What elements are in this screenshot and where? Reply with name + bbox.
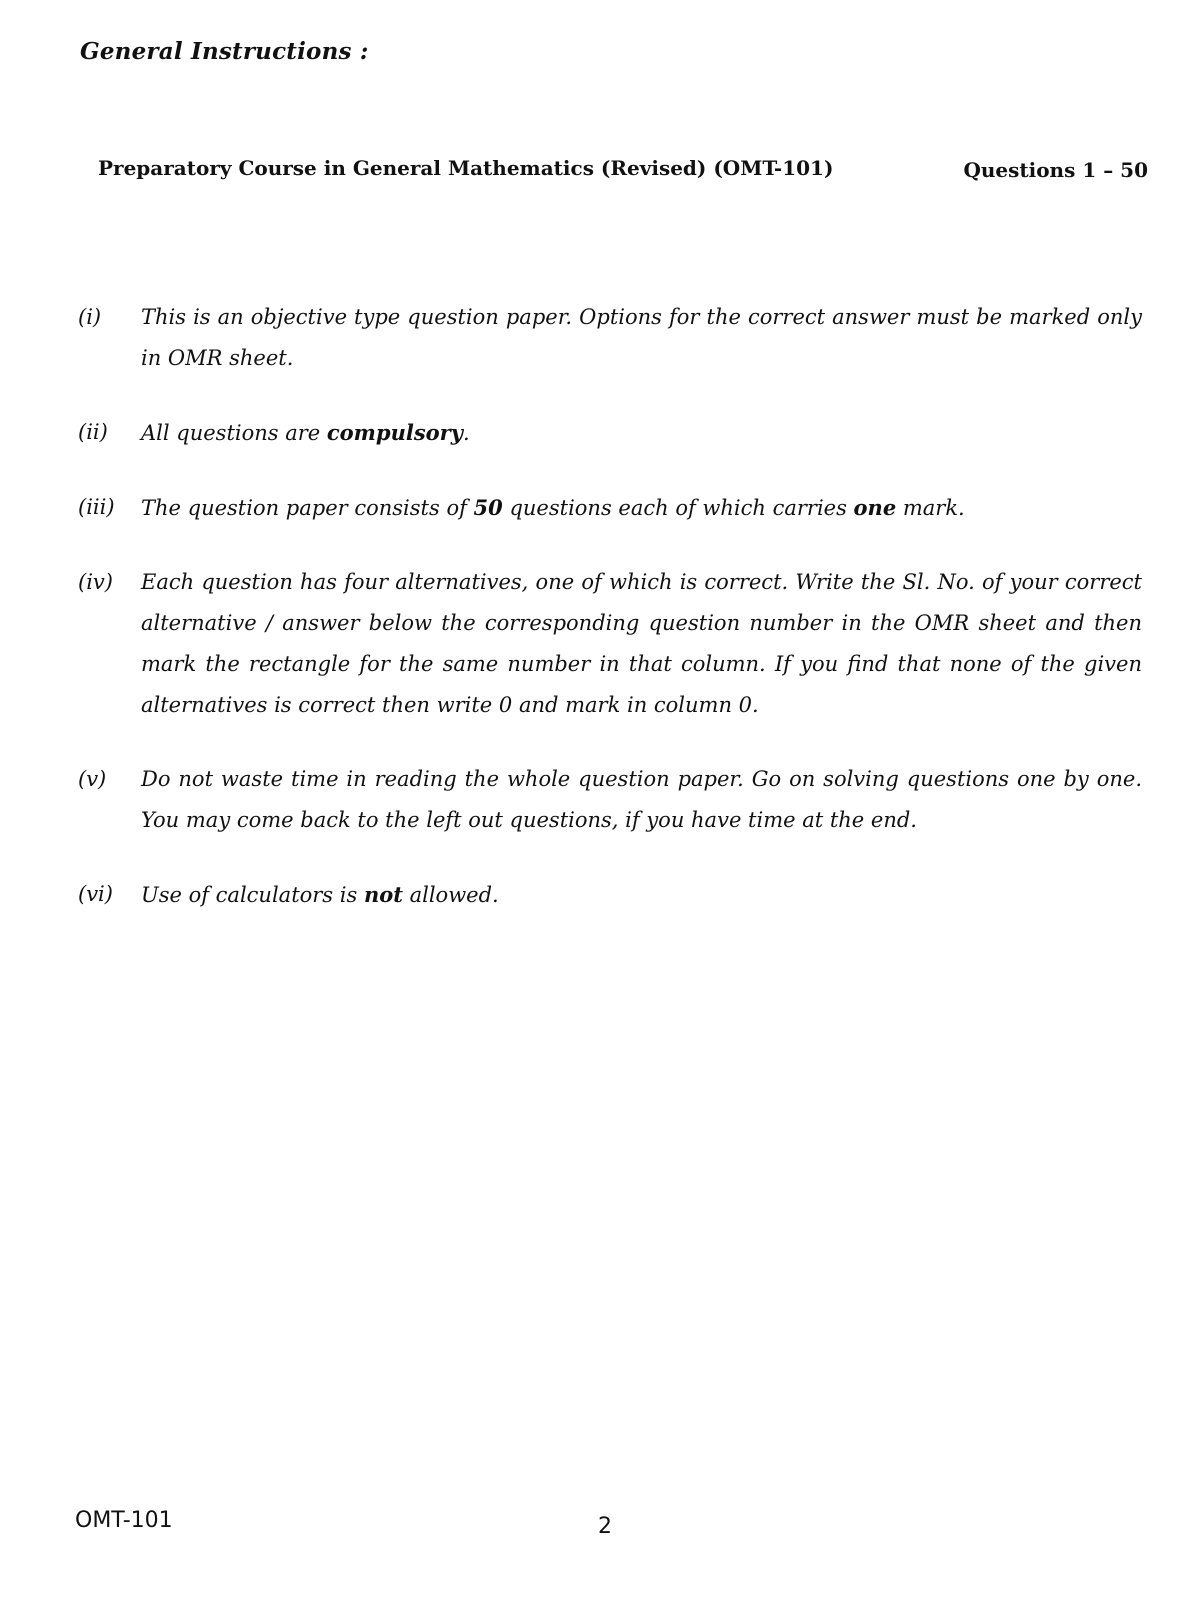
- instruction-emphasis: 50: [473, 495, 503, 520]
- instruction-text: allowed.: [402, 883, 499, 907]
- instruction-text: The question paper consists of: [141, 496, 474, 520]
- instruction-text: Each question has four alternatives, one of which is correct. Write the Sl. No. of your correct alternative / answer below the corresponding question number in the OMR sheet and then mark the rectangle for the same number in that column. If you find that none of the given alternatives is correct then write 0 and mark in column 0.: [141, 570, 1142, 717]
- instruction-item: [78, 487, 1142, 529]
- instruction-number: (i): [78, 305, 102, 329]
- instruction-item: [78, 297, 1142, 379]
- instruction-number: (ii): [78, 420, 108, 444]
- instruction-emphasis: one: [853, 495, 897, 520]
- instruction-text: Use of calculators is: [141, 883, 364, 907]
- instruction-text: .: [462, 421, 470, 445]
- question-range: Questions 1 – 50: [963, 158, 1148, 182]
- instructions-list: [78, 297, 1142, 949]
- instruction-text: All questions are: [141, 421, 327, 445]
- instruction-number: (iv): [78, 570, 113, 594]
- instruction-item: [78, 562, 1142, 726]
- instruction-text: questions each of which carries: [502, 496, 854, 520]
- instruction-emphasis: compulsory: [326, 420, 463, 445]
- page-heading: General Instructions :: [80, 38, 369, 65]
- instruction-number: (iii): [78, 495, 115, 519]
- instruction-item: [78, 759, 1142, 841]
- course-title: Preparatory Course in General Mathematics (Revised) (OMT-101): [98, 156, 834, 180]
- footer-course-code: OMT-101: [75, 1508, 173, 1533]
- instruction-text: This is an objective type question paper. Options for the correct answer must be marked only in OMR sheet.: [141, 305, 1142, 370]
- instruction-number: (v): [78, 767, 107, 791]
- instruction-number: (vi): [78, 882, 113, 906]
- page-number: 2: [598, 1514, 612, 1539]
- instruction-text: Do not waste time in reading the whole question paper. Go on solving questions one by one. You may come back to the left out questions, if you have time at the end.: [141, 767, 1142, 832]
- instruction-text: mark.: [896, 496, 965, 520]
- instruction-item: [78, 412, 1142, 454]
- instruction-emphasis: not: [363, 882, 403, 907]
- instruction-item: [78, 874, 1142, 916]
